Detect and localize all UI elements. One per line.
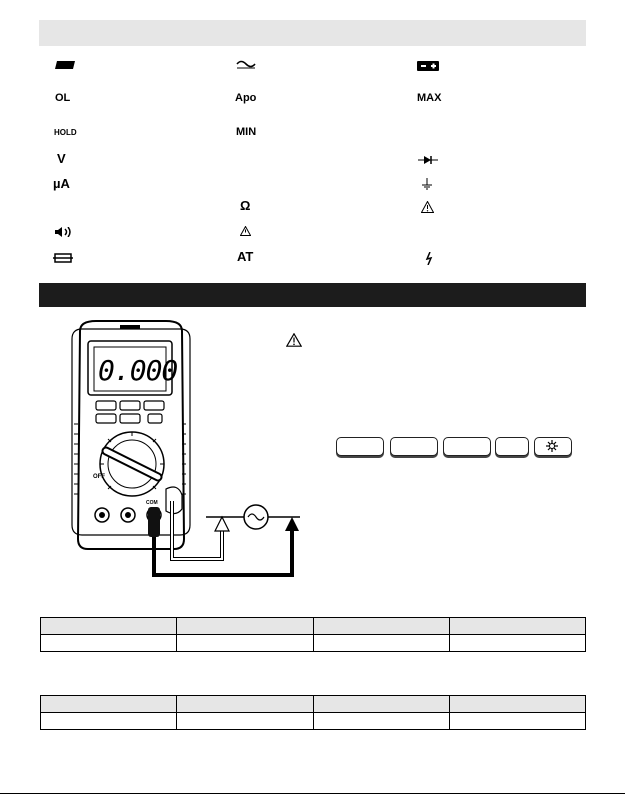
meter-button-1 xyxy=(336,437,384,456)
autoranging-label: AT xyxy=(237,249,254,264)
table-cell xyxy=(449,696,585,713)
microamp-label: µA xyxy=(53,176,70,191)
table-row xyxy=(41,635,586,652)
table-cell xyxy=(313,618,449,635)
battery-icon xyxy=(417,61,439,71)
meter-button-4 xyxy=(495,437,529,456)
off-label: OFF xyxy=(93,474,105,480)
caution-icon xyxy=(286,333,302,347)
page-bottom-rule xyxy=(0,793,625,794)
continuity-icon xyxy=(55,227,73,237)
table-header-row xyxy=(41,696,586,713)
table-cell xyxy=(449,635,585,652)
com-label: COM xyxy=(146,500,158,506)
diode-icon xyxy=(418,155,438,165)
auto-power-off-label: Apo xyxy=(235,92,257,104)
ac-icon xyxy=(236,60,256,69)
meter-display-value: 0.000 xyxy=(98,354,178,387)
table-cell xyxy=(41,696,177,713)
table-cell xyxy=(177,618,313,635)
table-cell xyxy=(313,696,449,713)
overload-label: OL xyxy=(55,92,71,104)
table-cell xyxy=(177,696,313,713)
table-cell xyxy=(313,713,449,730)
table-cell xyxy=(177,713,313,730)
measurement-section-header xyxy=(39,283,586,307)
meter-button-2 xyxy=(390,437,438,456)
caution-icon xyxy=(421,201,434,213)
fuse-icon xyxy=(53,253,73,263)
table-cell xyxy=(177,635,313,652)
table-cell xyxy=(41,713,177,730)
dc-icon xyxy=(55,61,75,69)
meter-button-3 xyxy=(443,437,491,456)
table-cell xyxy=(449,618,585,635)
table-cell xyxy=(41,618,177,635)
min-label: MIN xyxy=(236,126,257,138)
max-label: MAX xyxy=(417,92,442,104)
backlight-button xyxy=(534,437,572,456)
table-cell xyxy=(449,713,585,730)
symbols-section-header xyxy=(39,20,586,46)
table-cell xyxy=(41,635,177,652)
ohm-label: Ω xyxy=(240,198,251,213)
backlight-icon xyxy=(546,440,558,452)
volt-label: V xyxy=(57,151,66,166)
table-header-row xyxy=(41,618,586,635)
high-voltage-icon xyxy=(425,252,433,265)
hold-label: HOLD xyxy=(54,128,77,137)
table-row xyxy=(41,713,586,730)
table-cell xyxy=(313,635,449,652)
ground-icon xyxy=(422,178,432,190)
spec-table-2 xyxy=(40,695,586,730)
warning-icon xyxy=(240,226,251,236)
spec-table-1 xyxy=(40,617,586,652)
